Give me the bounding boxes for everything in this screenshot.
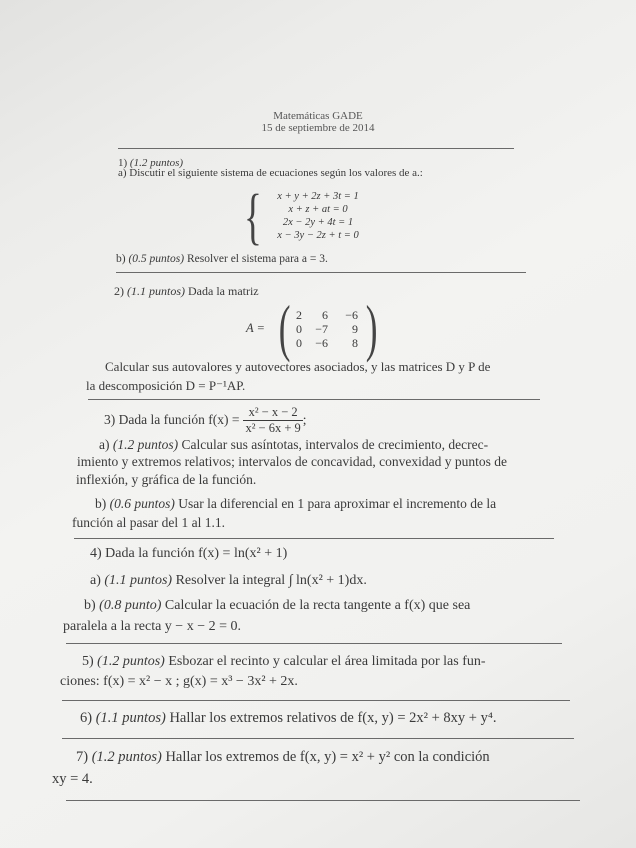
q3-b-text: Usar la diferencial en 1 para aproximar el incremento de la — [178, 496, 497, 511]
q4-part-b-line-1 — [84, 599, 470, 613]
matrix-cell: −6 — [345, 308, 358, 322]
q1-b-text: Resolver el sistema para a = 3. — [186, 253, 328, 265]
q2-points: (1.1 puntos) — [127, 284, 185, 298]
q6-label: 6) — [80, 710, 93, 726]
header-rule — [118, 148, 514, 149]
q1-b-label: b) — [116, 253, 126, 265]
q3-denominator: x² − 6x + 9 — [245, 420, 301, 435]
q4-a-label: a) — [90, 573, 101, 588]
matrix-cell: 9 — [352, 322, 358, 336]
matrix-cell: 8 — [352, 336, 358, 350]
q4-a-points: (1.1 puntos) — [104, 573, 173, 588]
system-eq-2: x + z + at = 0 — [288, 204, 348, 215]
matrix-left-paren: ( — [278, 292, 291, 363]
matrix-cell: 0 — [296, 322, 302, 336]
course-title: Matemáticas GADE — [273, 110, 363, 122]
q7-text: Hallar los extremos de f(x, y) = x² + y² con la condición — [165, 749, 490, 765]
q3-intro: 3) Dada la función f(x) = — [104, 412, 240, 428]
q4-heading: 4) Dada la función f(x) = ln(x² + 1) — [90, 546, 288, 561]
q6-points: (1.1 puntos) — [95, 710, 166, 726]
q3-a-label: a) — [99, 437, 110, 452]
system-brace: { — [244, 183, 262, 251]
q3-part-b-line-1 — [95, 497, 496, 511]
q1-a-label: a) — [118, 167, 127, 179]
matrix-cell: 0 — [296, 336, 302, 350]
q5-points: (1.2 puntos) — [97, 654, 165, 669]
q3-b-label: b) — [95, 496, 107, 511]
matrix-cell: −6 — [315, 336, 328, 350]
q1-part-b — [116, 254, 328, 266]
q3-part-a-line-1 — [99, 438, 488, 452]
q2-text: Dada la matriz — [188, 284, 259, 298]
q4-b-points: (0.8 punto) — [99, 598, 162, 613]
system-eq-4: x − 3y − 2z + t = 0 — [277, 230, 359, 241]
q1-b-points: (0.5 puntos) — [128, 253, 185, 265]
system-eq-1: x + y + 2z + 3t = 1 — [277, 191, 359, 202]
q5-text: Esbozar el recinto y calcular el área limitada por las fun- — [168, 654, 486, 669]
exam-date: 15 de septiembre de 2014 — [261, 122, 375, 134]
q3-heading — [104, 404, 307, 436]
q2-body-line-2: la descomposición D = P⁻¹AP. — [86, 378, 246, 393]
matrix-cell: 2 — [296, 308, 302, 322]
q4-b-label: b) — [84, 598, 96, 613]
matrix-right-paren: ) — [365, 292, 378, 363]
q1-points: (1.2 puntos) — [129, 157, 184, 169]
q5-line-1 — [82, 655, 486, 669]
matrix-row-2 — [284, 323, 358, 335]
q3-part-a-line-3: inflexión, y gráfica de la función. — [76, 472, 257, 487]
q4-rule — [66, 643, 562, 644]
q3-a-points: (1.2 puntos) — [112, 437, 179, 452]
q4-b-text: Calcular la ecuación de la recta tangente a f(x) que sea — [164, 598, 471, 613]
q7-rule — [66, 800, 580, 801]
q2-heading — [114, 285, 259, 297]
q2-rule — [88, 399, 540, 400]
matrix-row-3 — [284, 337, 358, 349]
q1-number: 1) — [118, 157, 128, 169]
q3-end: ; — [302, 412, 307, 428]
q5-line-2: ciones: f(x) = x² − x ; g(x) = x³ − 3x² + 2x. — [60, 674, 298, 689]
q1-a-text: Discutir el siguiente sistema de ecuaciones según los valores de a.: — [129, 167, 423, 179]
q3-numerator: x² − x − 2 — [243, 405, 302, 420]
q3-part-b-line-2: función al pasar del 1 al 1.1. — [72, 515, 225, 530]
q3-fraction — [243, 405, 302, 435]
q4-a-text: Resolver la integral ∫ ln(x² + 1)dx. — [175, 573, 367, 588]
system-eq-3: 2x − 2y + 4t = 1 — [282, 217, 354, 228]
matrix-label: A = — [246, 321, 265, 335]
q7-line-2: xy = 4. — [52, 771, 93, 787]
matrix-row-1 — [284, 309, 358, 321]
q1-rule — [116, 272, 526, 273]
q4-part-a — [90, 574, 367, 588]
q3-b-points: (0.6 puntos) — [109, 496, 175, 511]
q7-label: 7) — [76, 749, 89, 765]
q1-part-a — [118, 168, 423, 179]
q7-line-1 — [76, 750, 490, 765]
q6-line — [80, 711, 497, 726]
q2-number: 2) — [114, 284, 124, 298]
q5-label: 5) — [82, 654, 94, 669]
q6-text: Hallar los extremos relativos de f(x, y) = 2x² + 8xy + y⁴. — [169, 710, 497, 726]
q2-body-line-1: Calcular sus autovalores y autovectores asociados, y las matrices D y P de — [105, 359, 491, 374]
q3-part-a-line-2: imiento y extremos relativos; intervalos de concavidad, convexidad y puntos de — [77, 454, 508, 469]
q3-a-text: Calcular sus asíntotas, intervalos de crecimiento, decrec- — [181, 437, 489, 452]
matrix-cell: 6 — [322, 308, 328, 322]
q5-rule — [62, 700, 570, 701]
q4-part-b-line-2: paralela a la recta y − x − 2 = 0. — [63, 619, 241, 634]
matrix-cell: −7 — [315, 322, 328, 336]
q3-rule — [74, 538, 554, 539]
q7-points: (1.2 puntos) — [91, 749, 162, 765]
q6-rule — [62, 738, 574, 739]
